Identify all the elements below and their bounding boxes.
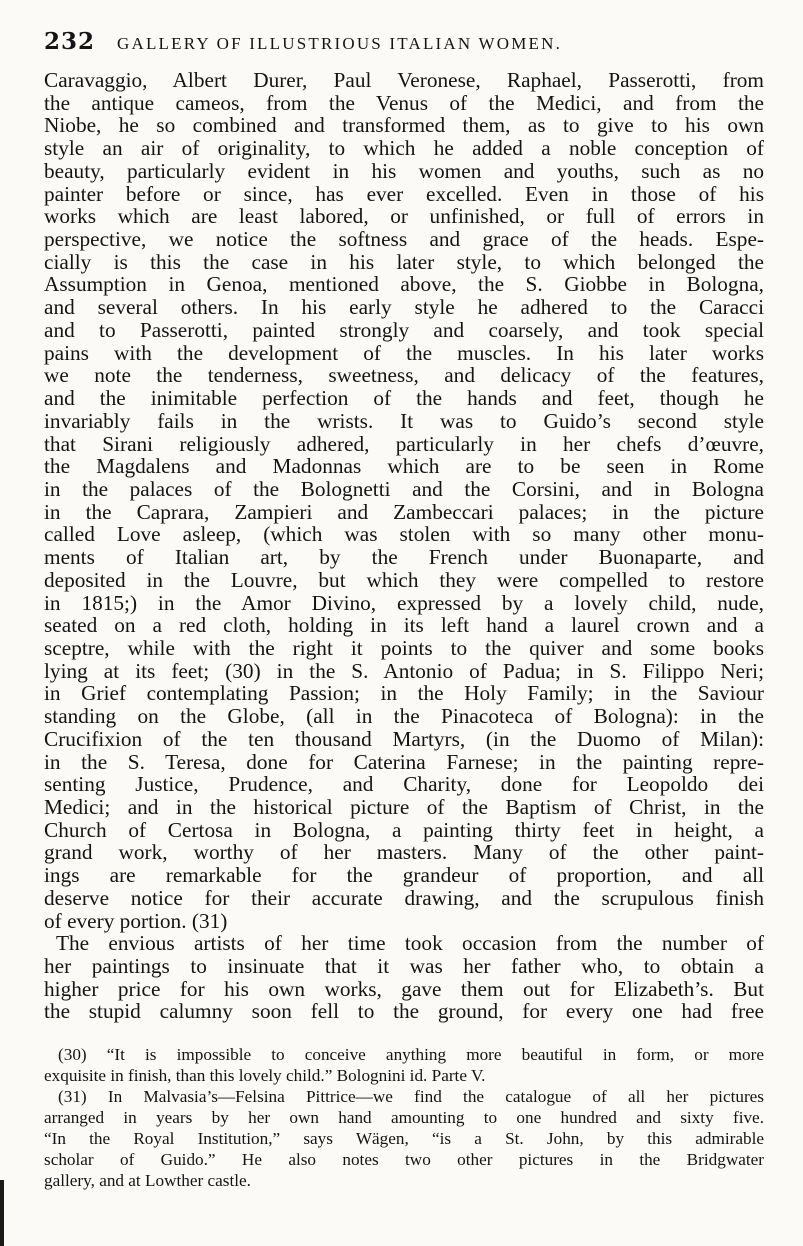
body-line: lying at its feet; (30) in the S. Antonio of Padua; in S. Filippo Neri;: [44, 658, 764, 683]
body-line: Niobe, he so combined and transformed them, as to give to his own: [44, 113, 764, 138]
body-line: called Love asleep, (which was stolen with so many other monu-: [44, 522, 764, 547]
body-line: Medici; and in the historical picture of the Baptism of Christ, in the: [44, 795, 764, 819]
body-line: we note the tenderness, sweetness, and delicacy of the features,: [44, 363, 764, 388]
body-line: the antique cameos, from the Venus of the Medici, and from the: [44, 90, 764, 115]
footnote-line: exquisite in finish, than this lovely child.” Bolognini id. Parte V.: [44, 1066, 486, 1085]
body-line: in 1815;) in the Amor Divino, expressed by a lovely child, nude,: [44, 590, 764, 615]
footnote-line: (31) In Malvasia’s—Felsina Pittrice—we find the catalogue of all her pictures: [58, 1087, 764, 1106]
footnote-line: scholar of Guido.” He also notes two other pictures in the Bridgwater: [44, 1150, 764, 1169]
body-line: deserve notice for their accurate drawing, and the scrupulous finish: [44, 885, 764, 910]
body-line: pains with the development of the muscles. In his later works: [44, 340, 764, 365]
footnote-line: gallery, and at Lowther castle.: [44, 1171, 251, 1190]
body-line: perspective, we notice the softness and grace of the heads. Espe-: [44, 227, 764, 252]
body-line: the stupid calumny soon fell to the ground, for every one had free: [44, 999, 764, 1024]
body-line: grand work, worthy of her masters. Many of the other paint-: [44, 840, 764, 865]
body-line: standing on the Globe, (all in the Pinacoteca of Bologna): in the: [44, 704, 764, 729]
body-line: senting Justice, Prudence, and Charity, done for Leopoldo dei: [44, 772, 764, 797]
body-line: Church of Certosa in Bologna, a painting thirty feet in height, a: [44, 817, 764, 842]
scan-edge-rule: [0, 1180, 4, 1246]
body-line: in Grief contemplating Passion; in the Holy Family; in the Saviour: [44, 681, 764, 706]
body-line: of every portion. (31): [44, 908, 228, 933]
body-line: Caravaggio, Albert Durer, Paul Veronese, Raphael, Passerotti, from: [44, 68, 764, 92]
page-number: 232: [44, 28, 96, 55]
body-line: beauty, particularly evident in his women and youths, such as no: [44, 158, 764, 183]
body-line: works which are least labored, or unfinished, or full of errors in: [44, 204, 764, 229]
footnotes: [44, 1044, 764, 1191]
body-line: painter before or since, has ever excelled. Even in those of his: [44, 181, 764, 206]
body-line: ings are remarkable for the grandeur of proportion, and all: [44, 863, 764, 888]
body-line: Assumption in Genoa, mentioned above, the S. Giobbe in Bologna,: [44, 272, 764, 297]
body-line: in the palaces of the Bolognetti and the Corsini, and in Bologna: [44, 476, 764, 501]
body-line: deposited in the Louvre, but which they were compelled to restore: [44, 567, 764, 592]
body-line: that Sirani religiously adhered, particularly in her chefs d’œuvre,: [44, 431, 764, 456]
footnote-line: arranged in years by her own hand amounting to one hundred and sixty five.: [44, 1108, 764, 1127]
footnote-line: “In the Royal Institution,” says Wägen, “is a St. John, by this admirable: [44, 1129, 764, 1148]
body-line: ments of Italian art, by the French under Buonaparte, and: [44, 545, 764, 570]
body-line: seated on a red cloth, holding in its left hand a laurel crown and a: [44, 613, 764, 638]
body-line: in the S. Teresa, done for Caterina Farnese; in the painting repre-: [44, 749, 764, 774]
body-line: and the inimitable perfection of the hands and feet, though he: [44, 386, 764, 411]
body-line: her paintings to insinuate that it was her father who, to obtain a: [44, 954, 764, 979]
running-head: GALLERY OF ILLUSTRIOUS ITALIAN WOMEN.: [117, 34, 563, 53]
body-line: Crucifixion of the ten thousand Martyrs, (in the Duomo of Milan):: [44, 726, 764, 751]
body-text: [44, 69, 764, 1023]
body-line: higher price for his own works, gave them out for Elizabeth’s. But: [44, 976, 764, 1001]
body-line: the Magdalens and Madonnas which are to be seen in Rome: [44, 454, 764, 479]
page-header: [44, 28, 764, 62]
body-line: and to Passerotti, painted strongly and coarsely, and took special: [44, 317, 764, 342]
body-line: The envious artists of her time took occasion from the number of: [56, 931, 764, 956]
body-line: in the Caprara, Zampieri and Zambeccari palaces; in the picture: [44, 499, 764, 524]
body-line: invariably fails in the wrists. It was to Guido’s second style: [44, 408, 764, 433]
body-line: sceptre, while with the right it points to the quiver and some books: [44, 635, 764, 660]
body-line: and several others. In his early style he adhered to the Caracci: [44, 295, 764, 320]
body-line: style an air of originality, to which he added a noble conception of: [44, 136, 764, 161]
body-line: cially is this the case in his later style, to which belonged the: [44, 249, 764, 274]
footnote-line: (30) “It is impossible to conceive anything more beautiful in form, or more: [58, 1045, 764, 1064]
